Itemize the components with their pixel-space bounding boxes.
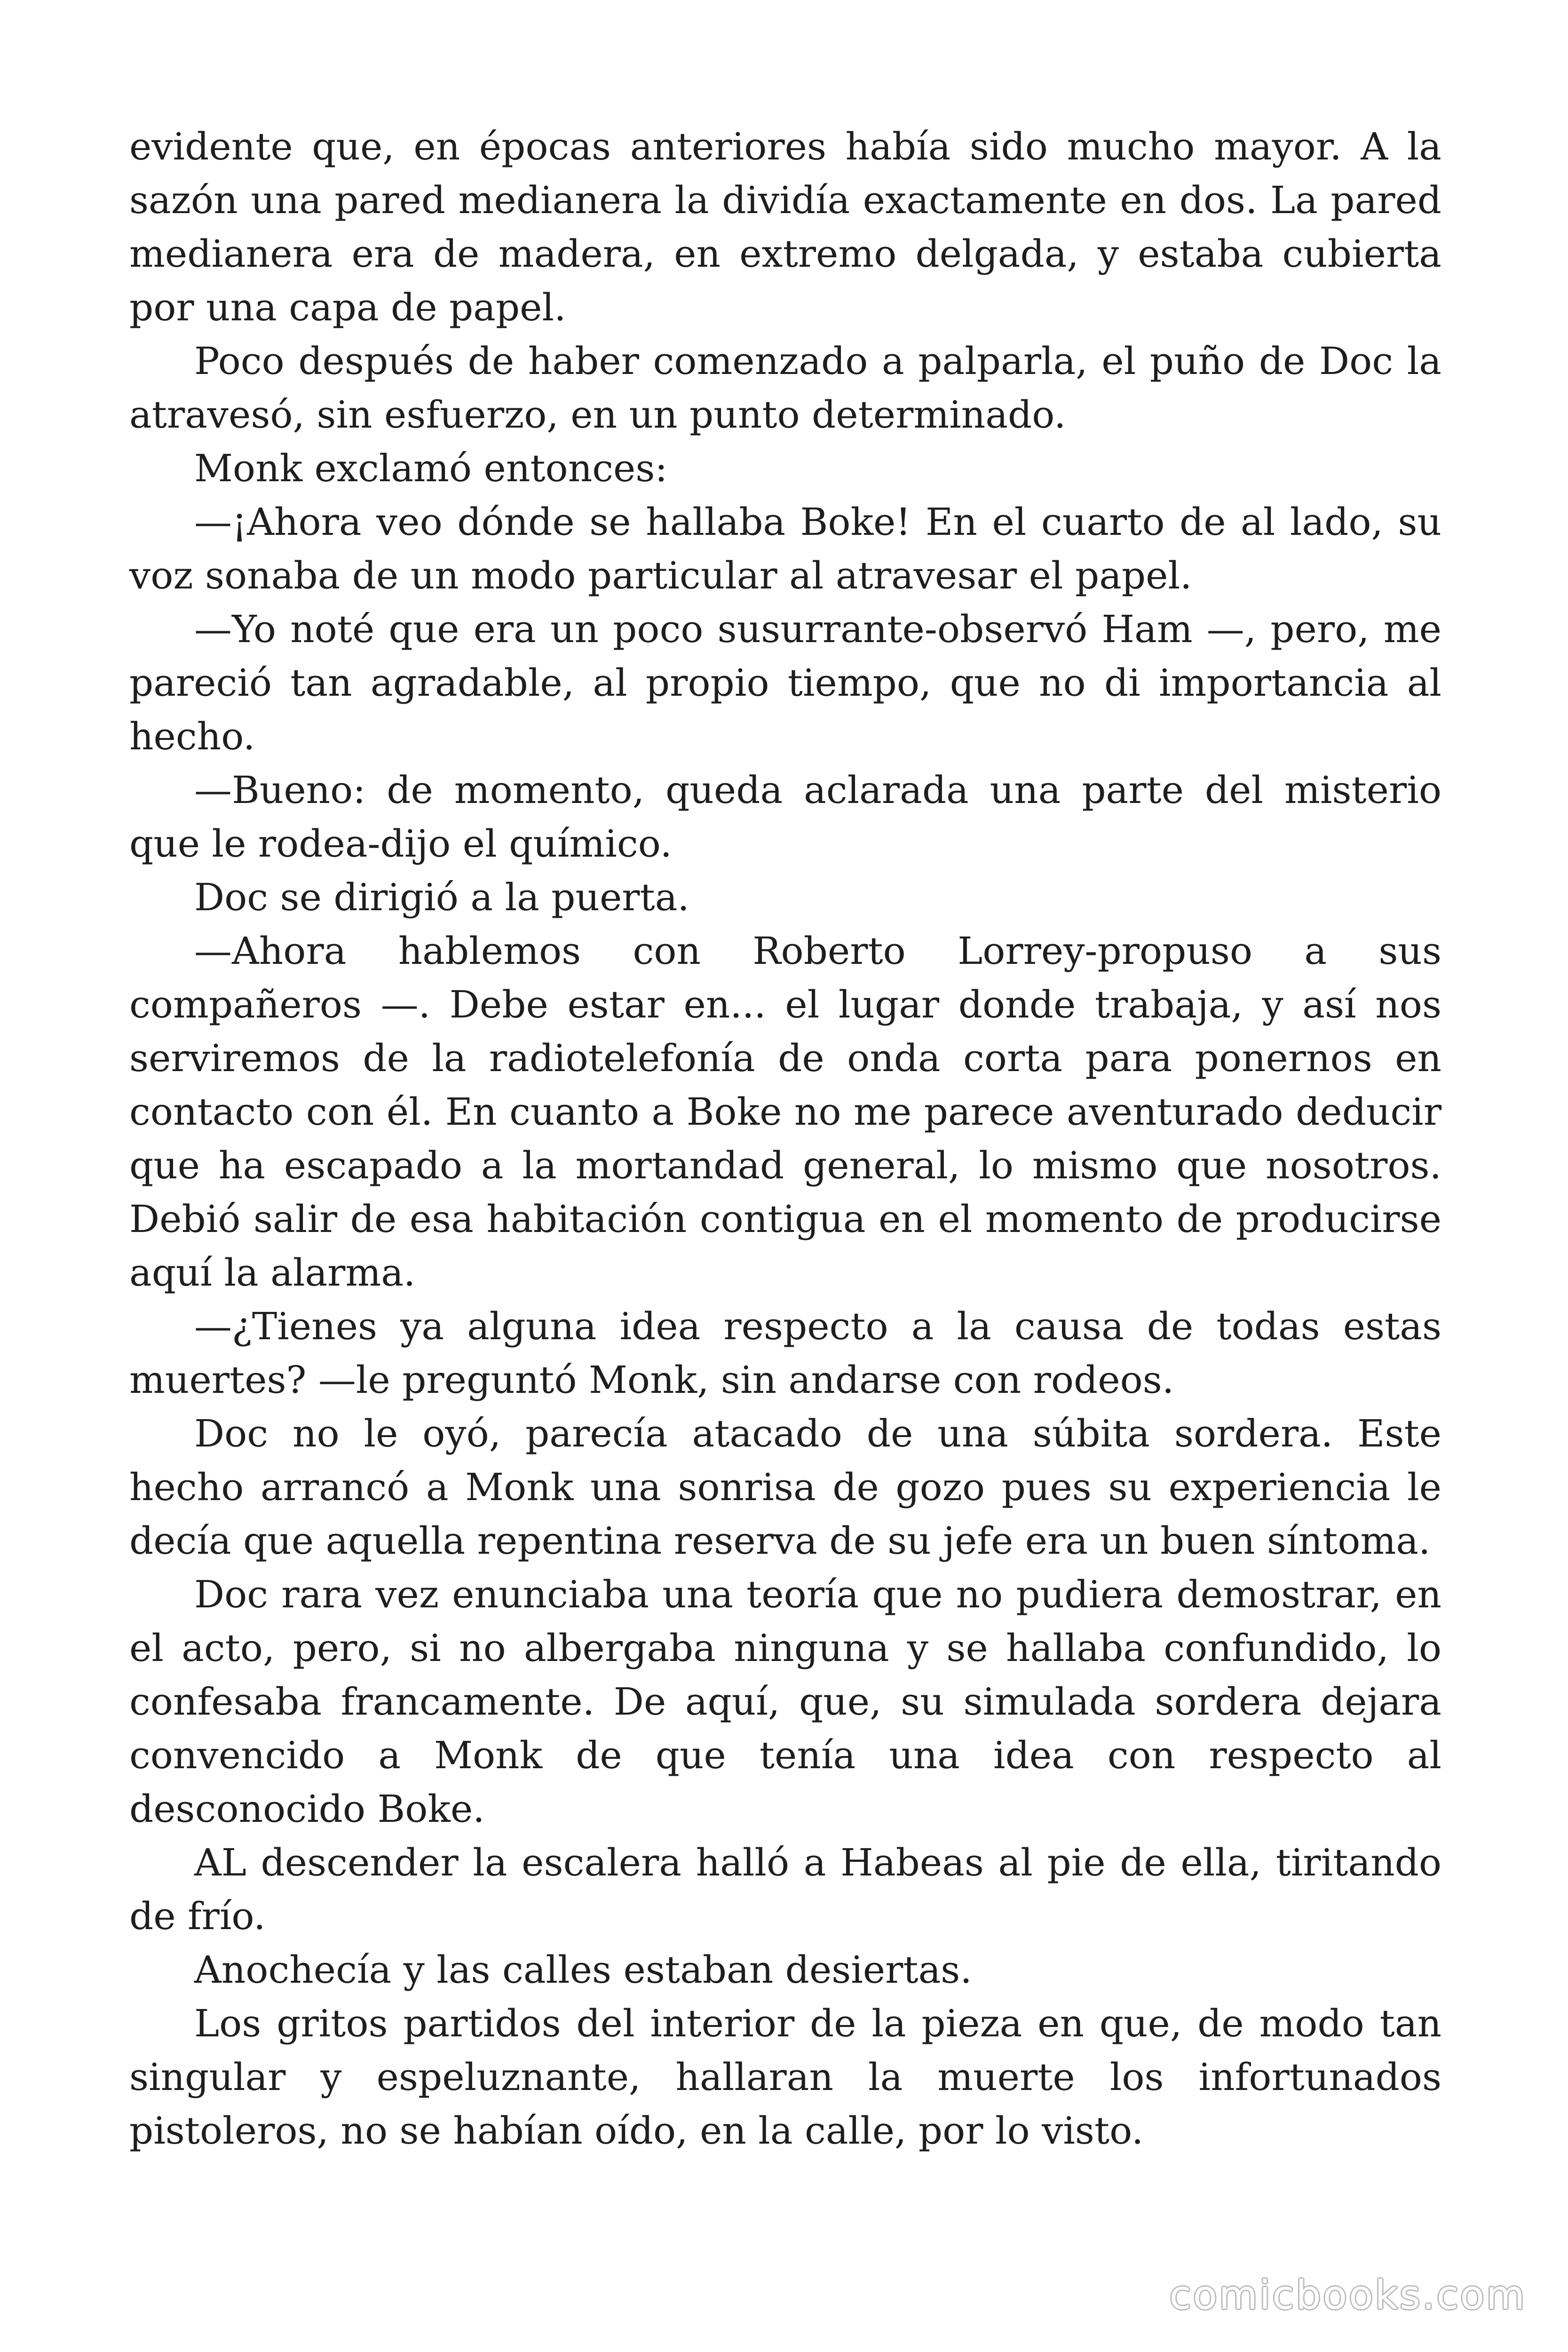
watermark: comicbooks.com — [1169, 2272, 1527, 2318]
body-text — [129, 120, 1441, 2158]
paragraph: —¿Tienes ya alguna idea respecto a la causa de todas estas muertes? —le preguntó Monk, sin andarse con rodeos. — [129, 1304, 1441, 1402]
paragraph: —Yo noté que era un poco susurrante-observó Ham —, pero, me pareció tan agradable, al propio tiempo, que no di importancia al hecho. — [129, 607, 1441, 758]
paragraph: Monk exclamó entonces: — [194, 446, 668, 490]
paragraph: evidente que, en épocas anteriores había sido mucho mayor. A la sazón una pared medianera la dividía exactamente en dos. La pared medianera era de madera, en extremo delgada, y estaba cubierta por una capa de papel. — [129, 125, 1441, 329]
paragraph: Poco después de haber comenzado a palparla, el puño de Doc la atravesó, sin esfuerzo, en un punto determinado. — [129, 339, 1441, 437]
paragraph: Anochecía y las calles estaban desiertas. — [194, 1948, 972, 1992]
paragraph: Los gritos partidos del interior de la pieza en que, de modo tan singular y espeluznante, hallaran la muerte los infortunados pistoleros, no se habían oído, en la calle, por lo visto. — [129, 2002, 1441, 2153]
paragraph: Doc no le oyó, parecía atacado de una súbita sordera. Este hecho arrancó a Monk una sonrisa de gozo pues su experiencia le decía que aquella repentina reserva de su jefe era un buen síntoma. — [129, 1412, 1441, 1563]
paragraph: —Ahora hablemos con Roberto Lorrey-propuso a sus compañeros —. Debe estar en... el lugar donde trabaja, y así nos serviremos de la radiotelefonía de onda corta para ponernos en contacto con él. En cuanto a Boke no me parece aventurado deducir que ha escapado a la mortandad general, lo mismo que nosotros. Debió salir de esa habitación contigua en el momento de producirse aquí la alarma. — [129, 929, 1441, 1295]
paragraph: —Bueno: de momento, queda aclarada una parte del misterio que le rodea-dijo el químico. — [129, 768, 1441, 866]
paragraph: AL descender la escalera halló a Habeas al pie de ella, tiritando de frío. — [129, 1841, 1441, 1938]
paragraph: Doc rara vez enunciaba una teoría que no pudiera demostrar, en el acto, pero, si no albergaba ninguna y se hallaba confundido, lo confesaba francamente. De aquí, que, su simulada sordera dejara convencido a Monk de que tenía una idea con respecto al desconocido Boke. — [129, 1573, 1441, 1831]
paragraph: Doc se dirigió a la puerta. — [194, 875, 689, 919]
paragraph: —¡Ahora veo dónde se hallaba Boke! En el cuarto de al lado, su voz sonaba de un modo particular al atravesar el papel. — [129, 500, 1441, 597]
